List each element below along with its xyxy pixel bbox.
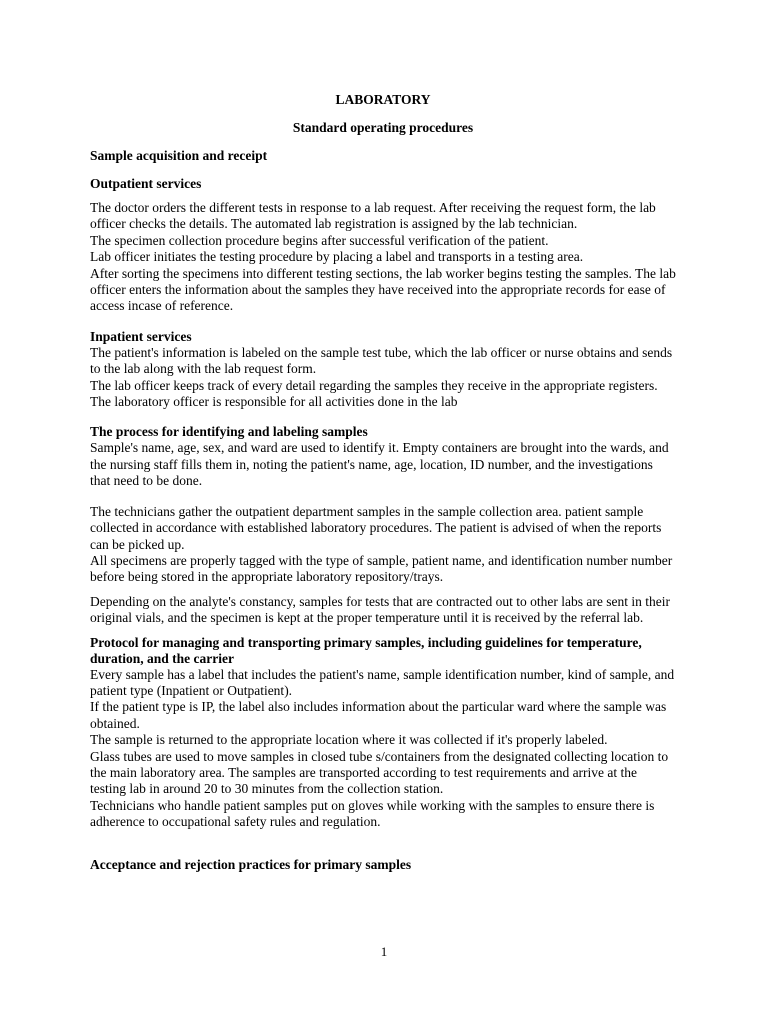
heading-acceptance-rejection: Acceptance and rejection practices for primary samples [90,856,412,872]
outpatient-paragraph-2: The specimen collection procedure begins after successful verification of the patient. [90,232,549,248]
labeling-paragraph-2: The technicians gather the outpatient department samples in the sample collection area. patient sample collected in accordance with established laboratory procedures. The patient is advised of when the reports can be picked up. [90,503,662,552]
labeling-paragraph-1: Sample's name, age, sex, and ward are used to identify it. Empty containers are brought into the wards, and the nursing staff fills them in, noting the patient's name, age, location, ID number, and the investigations that need to be done. [90,440,669,489]
inpatient-paragraph-1: The patient's information is labeled on the sample test tube, which the lab officer or nurse obtains and sends to the lab along with the lab request form. [90,344,673,377]
outpatient-paragraph-3: Lab officer initiates the testing procedure by placing a label and transports in a testing area. [90,249,584,265]
heading-labeling-samples: The process for identifying and labeling samples [90,424,368,440]
document-content [90,92,676,873]
protocol-paragraph-1: Every sample has a label that includes the patient's name, sample identification number, kind of sample, and patient type (Inpatient or Outpatient). [90,666,675,698]
outpatient-paragraph-1: The doctor orders the different tests in response to a lab request. After receiving the request form, the lab officer checks the details. The automated lab registration is assigned by the lab technician. [90,200,656,232]
protocol-paragraph-2: If the patient type is IP, the label also includes information about the particular ward where the sample was obtained. [90,699,667,731]
heading-inpatient-services: Inpatient services [90,328,192,344]
heading-outpatient-services: Outpatient services [90,176,202,191]
labeling-paragraph-4: Depending on the analyte's constancy, samples for tests that are contracted out to other labs are sent in their original vials, and the specimen is kept at the proper temperature until it is received by the referral lab. [90,593,670,626]
page-number: 1 [380,944,388,959]
section-heading-sample-acquisition: Sample acquisition and receipt [90,148,268,163]
document-subtitle: Standard operating procedures [292,120,474,135]
outpatient-paragraph-4: After sorting the specimens into different testing sections, the lab worker begins testing the samples. The lab officer enters the information about the samples they have received into the appropriate records for ease of access incase of reference. [90,265,676,314]
labeling-paragraph-3: All specimens are properly tagged with the type of sample, patient name, and identification number number before being stored in the appropriate laboratory repository/trays. [90,552,673,585]
protocol-paragraph-3: The sample is returned to the appropriate location where it was collected if it's properly labeled. [90,732,608,748]
inpatient-paragraph-2: The lab officer keeps track of every detail regarding the samples they receive in the appropriate registers. [90,377,658,393]
heading-protocol-transport: Protocol for managing and transporting primary samples, including guidelines for temperature, duration, and the carrier [90,634,642,666]
protocol-paragraph-4: Glass tubes are used to move samples in closed tube s/containers from the designated collecting location to the main laboratory area. The samples are transported according to test requirements and arrive at the testing lab in around 20 to 30 minutes from the collection station. [90,748,669,797]
document-title: LABORATORY [335,92,431,107]
inpatient-paragraph-3: The laboratory officer is responsible for all activities done in the lab [90,394,458,410]
protocol-paragraph-5: Technicians who handle patient samples put on gloves while working with the samples to ensure there is adherence to occupational safety rules and regulation. [90,797,655,830]
